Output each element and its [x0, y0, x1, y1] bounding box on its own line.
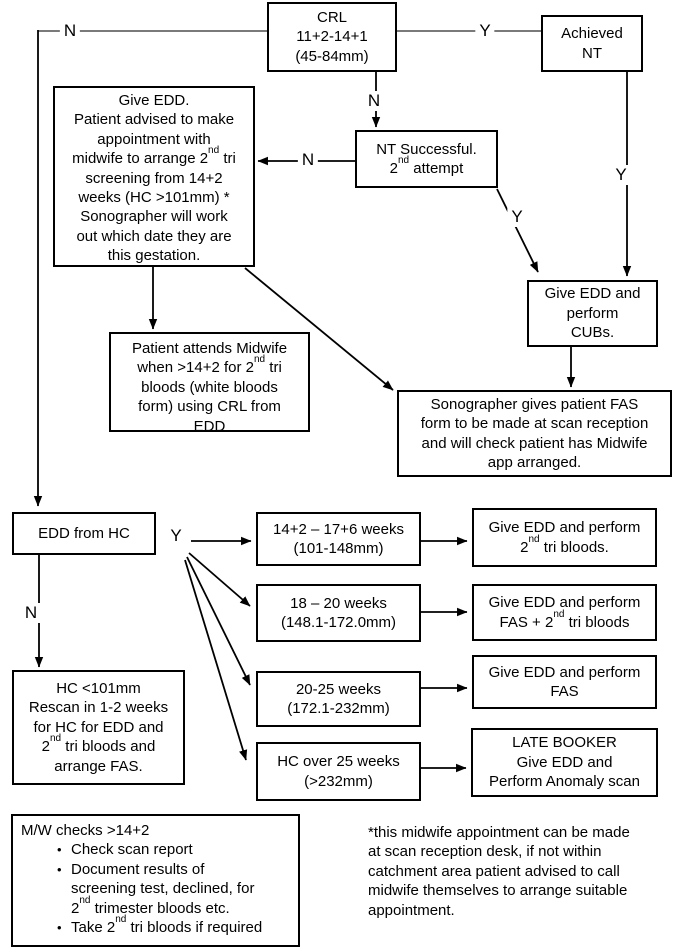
box-line: Take 2nd tri bloods if required	[71, 914, 263, 937]
edge-label-n-crl-down: N	[364, 91, 384, 111]
box-line: CUBs.	[570, 324, 615, 342]
box-line: midwife to arrange 2nd tri	[72, 145, 236, 168]
patient-attends-midwife-box	[109, 332, 310, 432]
box-line: Check scan report	[71, 841, 193, 859]
box-line: 11+2-14+1	[296, 28, 368, 46]
box-line: EDD from HC	[38, 524, 130, 542]
box-line: Give EDD and perform	[488, 519, 641, 537]
edge-label-n-crl-left: N	[60, 21, 80, 41]
mw-checks-title: M/W checks >14+2	[21, 822, 150, 839]
box-line: 18 – 20 weeks	[290, 594, 387, 612]
arrow-y-to-range3	[187, 557, 250, 685]
box-line: out which date they are	[76, 227, 232, 245]
box-line: form to be made at scan reception	[420, 415, 649, 433]
edge-label-y-edd-hc: Y	[166, 526, 185, 546]
box-line: appointment.	[368, 901, 455, 919]
box-line: 2nd tri bloods and	[41, 733, 156, 756]
box-line: screening test, declined, for	[71, 880, 255, 898]
box-line: (45-84mm)	[295, 47, 369, 65]
box-line: 2nd attempt	[389, 155, 464, 177]
edge-label-y-crl-right: Y	[475, 21, 494, 41]
action-fas-box	[472, 655, 657, 709]
action-fas-2nd-tri-box	[472, 584, 657, 641]
box-line: this gestation.	[107, 247, 201, 265]
box-line: (148.1-172.0mm)	[280, 614, 397, 631]
box-line: catchment area patient advised to call	[368, 862, 620, 880]
range-over-25-weeks-box	[256, 742, 421, 801]
box-line: Give EDD and	[544, 285, 641, 303]
box-line: (101-148mm)	[293, 540, 384, 557]
range-20-25-weeks-box	[256, 671, 421, 727]
box-line: FAS	[550, 683, 579, 700]
box-line: Patient attends Midwife	[131, 340, 288, 357]
box-line: 14+2 – 17+6 weeks	[273, 520, 404, 538]
range-14-2-17-6-weeks-box	[256, 512, 421, 566]
box-line: HC over 25 weeks	[277, 753, 400, 771]
box-line: LATE BOOKER	[512, 734, 617, 752]
mw-checks-box	[11, 814, 300, 947]
box-line: appointment with	[97, 130, 211, 148]
box-line: EDD	[193, 417, 226, 432]
box-line: 20-25 weeks	[295, 680, 382, 698]
bullet-icon: •	[57, 842, 62, 858]
give-edd-cubs-box	[527, 280, 658, 347]
box-line: Sonographer will work	[80, 208, 228, 226]
box-line: Achieved	[561, 25, 623, 43]
box-line: FAS + 2nd tri bloods	[499, 608, 630, 631]
arrow-nt-y-to-cubs	[497, 189, 538, 272]
box-line: form) using CRL from	[138, 398, 281, 416]
box-line: Document results of	[71, 860, 205, 878]
box-line: for HC for EDD and	[33, 718, 164, 736]
edge-label-n-nt-left: N	[298, 150, 318, 170]
bullet-icon: •	[57, 861, 62, 877]
box-line: weeks (HC >101mm) *	[78, 189, 230, 207]
edge-label-n-edd-hc: N	[21, 603, 41, 623]
box-line: (>232mm)	[304, 772, 373, 790]
box-line: Give EDD.	[118, 92, 190, 109]
box-line: arrange FAS.	[54, 757, 143, 775]
box-line: Perform Anomaly scan	[489, 773, 640, 791]
box-line: 2nd tri bloods.	[520, 533, 609, 556]
achieved-nt-box	[541, 15, 643, 72]
crl-box	[267, 2, 397, 72]
box-line: Give EDD and	[516, 753, 613, 771]
box-line: NT	[582, 44, 602, 62]
box-line: Give EDD and perform	[488, 594, 641, 612]
box-line: Give EDD and perform	[488, 663, 641, 681]
mw-bullet-item	[21, 860, 262, 918]
box-line: at scan reception desk, if not within	[368, 843, 602, 861]
box-line: 2nd trimester bloods etc.	[71, 894, 230, 917]
hc-under-101mm-box	[12, 670, 185, 785]
late-booker-box	[471, 728, 658, 797]
footnote-text	[368, 823, 670, 920]
box-line: NT Successful.	[376, 140, 477, 158]
sonographer-fas-box	[397, 390, 672, 477]
edge-label-y-nt-diag: Y	[507, 207, 526, 227]
box-line: CRL	[316, 8, 347, 26]
box-line: HC <101mm	[56, 679, 141, 697]
box-line: bloods (white bloods	[141, 378, 278, 396]
box-line: Rescan in 1-2 weeks	[28, 699, 169, 717]
range-18-20-weeks-box	[256, 584, 421, 642]
box-line: Patient advised to make	[73, 111, 235, 129]
nt-successful-box	[355, 130, 498, 188]
mw-bullet-item	[21, 840, 262, 859]
mw-checks-bullet-list	[21, 840, 262, 937]
box-line: and will check patient has Midwife	[421, 434, 648, 452]
box-line: app arranged.	[487, 453, 582, 471]
box-line: Sonographer gives patient FAS	[430, 395, 639, 413]
box-line: *this midwife appointment can be made	[368, 824, 630, 841]
edge-label-y-achieved-down: Y	[611, 165, 630, 185]
box-line: perform	[566, 304, 619, 322]
give-edd-midwife-box	[53, 86, 255, 267]
box-line: midwife themselves to arrange suitable	[368, 882, 628, 900]
mw-bullet-item	[21, 914, 263, 937]
box-line: screening from 14+2	[85, 169, 223, 187]
bullet-icon: •	[57, 920, 62, 936]
edd-from-hc-box	[12, 512, 156, 555]
action-2nd-tri-bloods-box	[472, 508, 657, 567]
box-line: when >14+2 for 2nd tri	[137, 354, 282, 377]
box-line: (172.1-232mm)	[287, 700, 390, 717]
